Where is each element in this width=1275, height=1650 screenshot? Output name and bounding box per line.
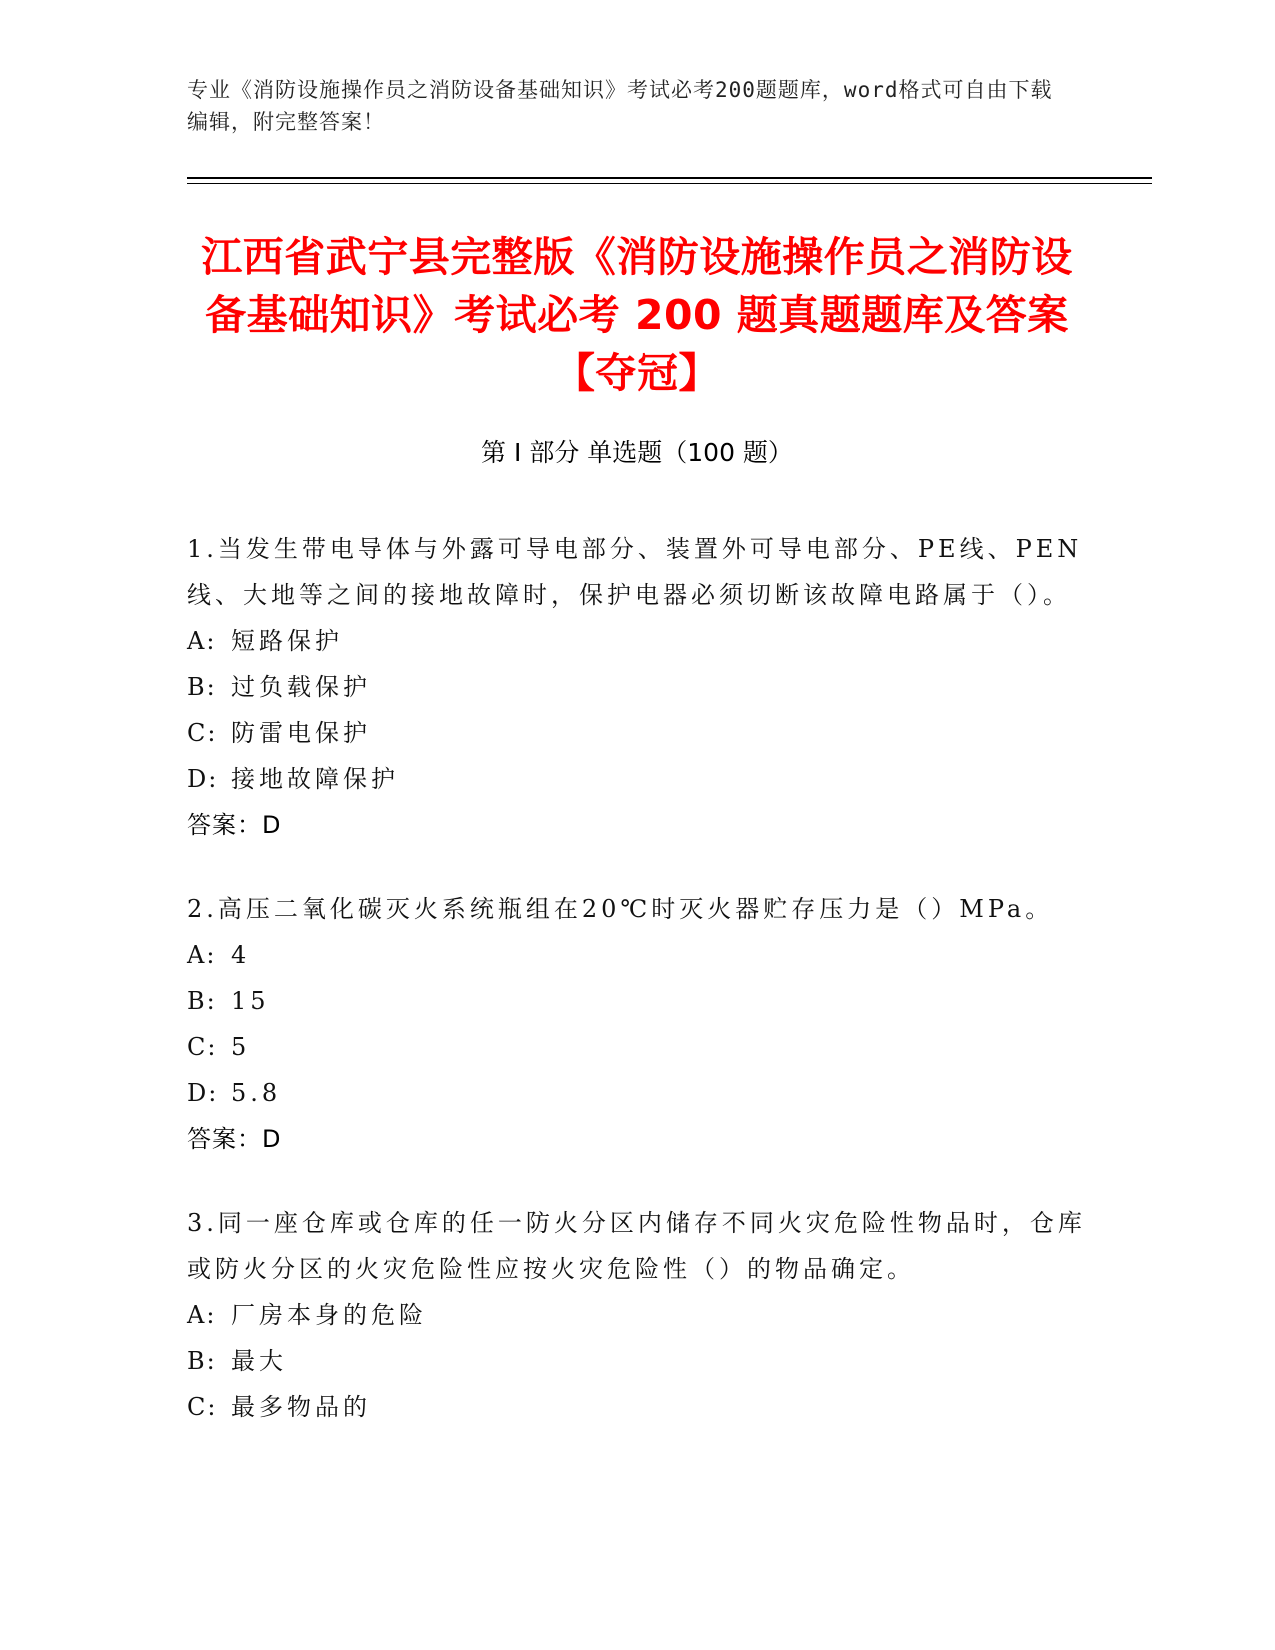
question-text: 3.同一座仓库或仓库的任一防火分区内储存不同火灾危险性物品时，仓库或防火分区的火灾危险性应按火灾危险性（）的物品确定。 [187,1209,1086,1283]
option-key: A: [187,627,217,655]
question-2 [187,886,1092,1162]
option-text: 接地故障保护 [231,765,399,793]
option-key: D: [187,1079,219,1107]
option-d [187,756,1092,802]
option-b [187,978,1092,1024]
option-text: 15 [231,987,270,1015]
option-b [187,664,1092,710]
option-key: C: [187,719,218,747]
option-b [187,1338,1092,1384]
option-key: B: [187,1347,217,1375]
option-key: A: [187,1301,217,1329]
option-d [187,1070,1092,1116]
option-text: 过负载保护 [231,673,371,701]
option-text: 短路保护 [231,627,343,655]
answer-line: 答案：D [187,811,282,839]
question-list [187,526,1092,1468]
question-text: 1.当发生带电导体与外露可导电部分、装置外可导电部分、PE线、PEN线、大地等之间的接地故障时，保护电器必须切断该故障电路属于（）。 [187,535,1083,609]
option-a [187,618,1092,664]
option-key: A: [187,941,217,969]
header-note: 专业《消防设施操作员之消防设备基础知识》考试必考200题题库，word格式可自由下载编辑，附完整答案！ [187,78,1053,134]
option-a [187,932,1092,978]
option-text: 5 [231,1033,251,1061]
option-key: B: [187,673,217,701]
header-rule-thin [187,183,1152,184]
option-a [187,1292,1092,1338]
option-text: 最大 [231,1347,287,1375]
question-1 [187,526,1092,848]
document-title: 江西省武宁县完整版《消防设施操作员之消防设备基础知识》考试必考 200 题真题题库及答案【夺冠】 [201,233,1073,397]
answer-line: 答案：D [187,1125,282,1153]
option-key: C: [187,1393,218,1421]
section-title: 第 I 部分 单选题（100 题） [481,438,793,467]
question-3 [187,1200,1092,1430]
option-key: B: [187,987,217,1015]
option-text: 防雷电保护 [231,719,371,747]
option-c [187,1384,1092,1430]
option-text: 厂房本身的危险 [231,1301,427,1329]
question-text: 2.高压二氧化碳灭火系统瓶组在20℃时灭火器贮存压力是（）MPa。 [187,895,1054,923]
option-text: 最多物品的 [231,1393,371,1421]
option-text: 4 [231,941,251,969]
header-rule-thick [187,177,1152,179]
option-key: D: [187,765,219,793]
option-text: 5.8 [231,1079,282,1107]
option-c [187,1024,1092,1070]
option-key: C: [187,1033,218,1061]
option-c [187,710,1092,756]
